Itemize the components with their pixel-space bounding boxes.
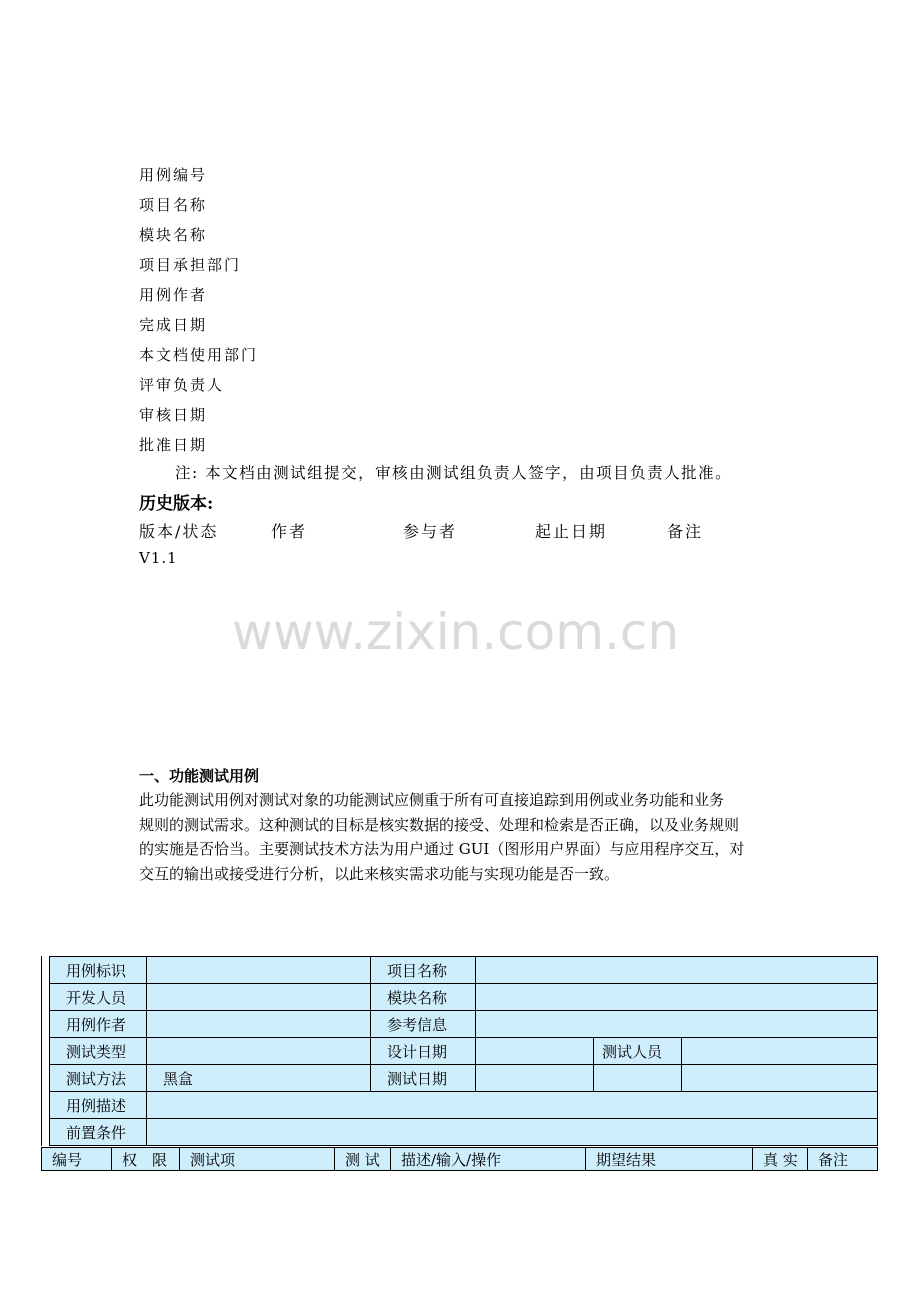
- test-steps-header-table: [41, 1147, 878, 1171]
- value-test-method[interactable]: 黑盒: [147, 1065, 371, 1092]
- history-col-author: 作者: [271, 522, 308, 541]
- meta-field-complete-date: 完成日期: [139, 316, 208, 334]
- col-test: 测 试: [335, 1148, 391, 1171]
- history-version: V1.1: [139, 549, 178, 567]
- table-header-row: [42, 1148, 878, 1171]
- table-row: [50, 1065, 878, 1092]
- label-test-method: 测试方法: [50, 1065, 147, 1092]
- section-line: 交互的输出或接受进行分析，以此来核实需求功能与实现功能是否一致。: [139, 864, 620, 883]
- label-use-case-id: 用例标识: [50, 957, 147, 984]
- table-row: [50, 984, 878, 1011]
- label-test-type: 测试类型: [50, 1038, 147, 1065]
- label-reference: 参考信息: [371, 1011, 476, 1038]
- meta-field-project-name: 项目名称: [139, 196, 208, 214]
- value-description[interactable]: [147, 1092, 878, 1119]
- col-description-input: 描述/输入/操作: [391, 1148, 586, 1171]
- meta-field-user-department: 本文档使用部门: [139, 346, 259, 364]
- value-author[interactable]: [147, 1011, 371, 1038]
- label-developer: 开发人员: [50, 984, 147, 1011]
- label-design-date: 设计日期: [371, 1038, 476, 1065]
- history-title: 历史版本:: [139, 494, 214, 514]
- meta-field-author: 用例作者: [139, 286, 208, 304]
- section-body: [139, 788, 784, 886]
- value-tester[interactable]: [682, 1038, 878, 1065]
- table-row: [50, 1011, 878, 1038]
- value-reference[interactable]: [476, 1011, 878, 1038]
- col-remarks: 备注: [808, 1148, 878, 1171]
- col-test-item: 测试项: [180, 1148, 335, 1171]
- value-project-name[interactable]: [476, 957, 878, 984]
- section-line: 此功能测试用例对测试对象的功能测试应侧重于所有可直接追踪到用例或业务功能和业务: [139, 791, 725, 809]
- col-expected-result: 期望结果: [586, 1148, 753, 1171]
- meta-field-reviewer: 评审负责人: [139, 376, 225, 394]
- value-test-type[interactable]: [147, 1038, 371, 1065]
- value-test-date-extra[interactable]: [682, 1065, 878, 1092]
- document-meta-fields: [139, 164, 559, 464]
- label-author: 用例作者: [50, 1011, 147, 1038]
- test-case-table: [41, 956, 877, 1174]
- value-precondition[interactable]: [147, 1119, 878, 1146]
- approval-note: 注: 本文档由测试组提交，审核由测试组负责人签字，由项目负责人批准。: [175, 464, 733, 482]
- label-project-name: 项目名称: [371, 957, 476, 984]
- section-line: 规则的测试需求。这种测试的目标是核实数据的接受、处理和检索是否正确，以及业务规则: [139, 815, 740, 834]
- table-row: [50, 1119, 878, 1146]
- value-test-date[interactable]: [476, 1065, 594, 1092]
- meta-field-module-name: 模块名称: [139, 226, 208, 244]
- table-row: [50, 1092, 878, 1119]
- history-col-dates: 起止日期: [535, 522, 608, 541]
- meta-field-approve-date: 批准日期: [139, 436, 208, 454]
- value-test-date-extra[interactable]: [594, 1065, 682, 1092]
- table-row: [50, 957, 878, 984]
- label-tester: 测试人员: [594, 1038, 682, 1065]
- table-row: [50, 1038, 878, 1065]
- label-precondition: 前置条件: [50, 1119, 147, 1146]
- history-col-version: 版本/状态: [139, 522, 219, 541]
- section-title: 一、功能测试用例: [139, 767, 260, 785]
- col-permission: 权 限: [112, 1148, 180, 1171]
- meta-field-department: 项目承担部门: [139, 256, 242, 274]
- history-col-remarks: 备注: [667, 522, 704, 541]
- label-module-name: 模块名称: [371, 984, 476, 1011]
- col-number: 编号: [42, 1148, 112, 1171]
- section-line: 的实施是否恰当。主要测试技术方法为用户通过 GUI（图形用户界面）与应用程序交互，对: [139, 840, 745, 858]
- history-col-participants: 参与者: [403, 522, 458, 541]
- label-description: 用例描述: [50, 1092, 147, 1119]
- col-actual: 真 实: [753, 1148, 808, 1171]
- value-use-case-id[interactable]: [147, 957, 371, 984]
- watermark: www.zixin.com.cn: [232, 603, 680, 661]
- value-module-name[interactable]: [476, 984, 878, 1011]
- meta-field-case-id: 用例编号: [139, 166, 208, 184]
- meta-field-audit-date: 审核日期: [139, 406, 208, 424]
- label-test-date: 测试日期: [371, 1065, 476, 1092]
- value-developer[interactable]: [147, 984, 371, 1011]
- value-design-date[interactable]: [476, 1038, 594, 1065]
- test-case-info-table: [49, 956, 878, 1146]
